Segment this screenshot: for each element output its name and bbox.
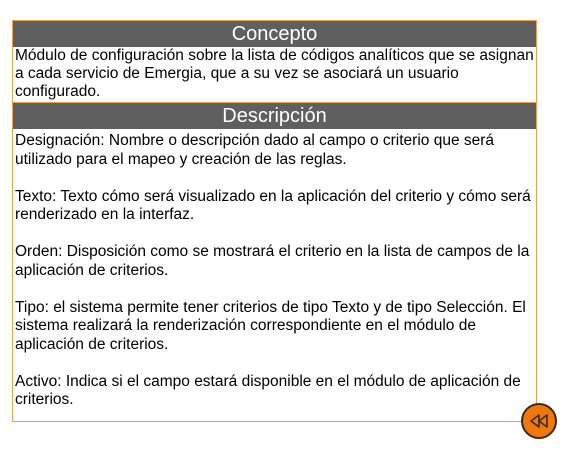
rewind-icon (528, 410, 550, 432)
descripcion-activo: Activo: Indica si el campo estará disponible en el módulo de aplicación de criterios. (15, 372, 521, 408)
descripcion-body (13, 129, 536, 410)
descripcion-tipo: Tipo: el sistema permite tener criterios de tipo Texto y de tipo Selección. El sistema realizará la renderización correspondiente en el módulo de aplicación de criterios. (15, 298, 526, 353)
descripcion-orden: Orden: Disposición como se mostrará el criterio en la lista de campos de la aplicación de criterios. (15, 243, 530, 279)
descripcion-header: Descripción (13, 103, 536, 129)
concepto-header: Concepto (13, 21, 536, 47)
descripcion-texto: Texto: Texto cómo será visualizado en la aplicación del criterio y cómo será renderizado en la interfaz. (15, 187, 531, 223)
descripcion-designacion: Designación: Nombre o descripción dado al campo o criterio que será utilizado para el mapeo y creación de las reglas. (15, 132, 495, 168)
back-button[interactable] (521, 403, 557, 439)
info-panel (12, 20, 537, 422)
concepto-text: Módulo de configuración sobre la lista de códigos analíticos que se asignan a cada servicio de Emergia, que a su vez se asociará un usuario configurado. (13, 47, 536, 103)
